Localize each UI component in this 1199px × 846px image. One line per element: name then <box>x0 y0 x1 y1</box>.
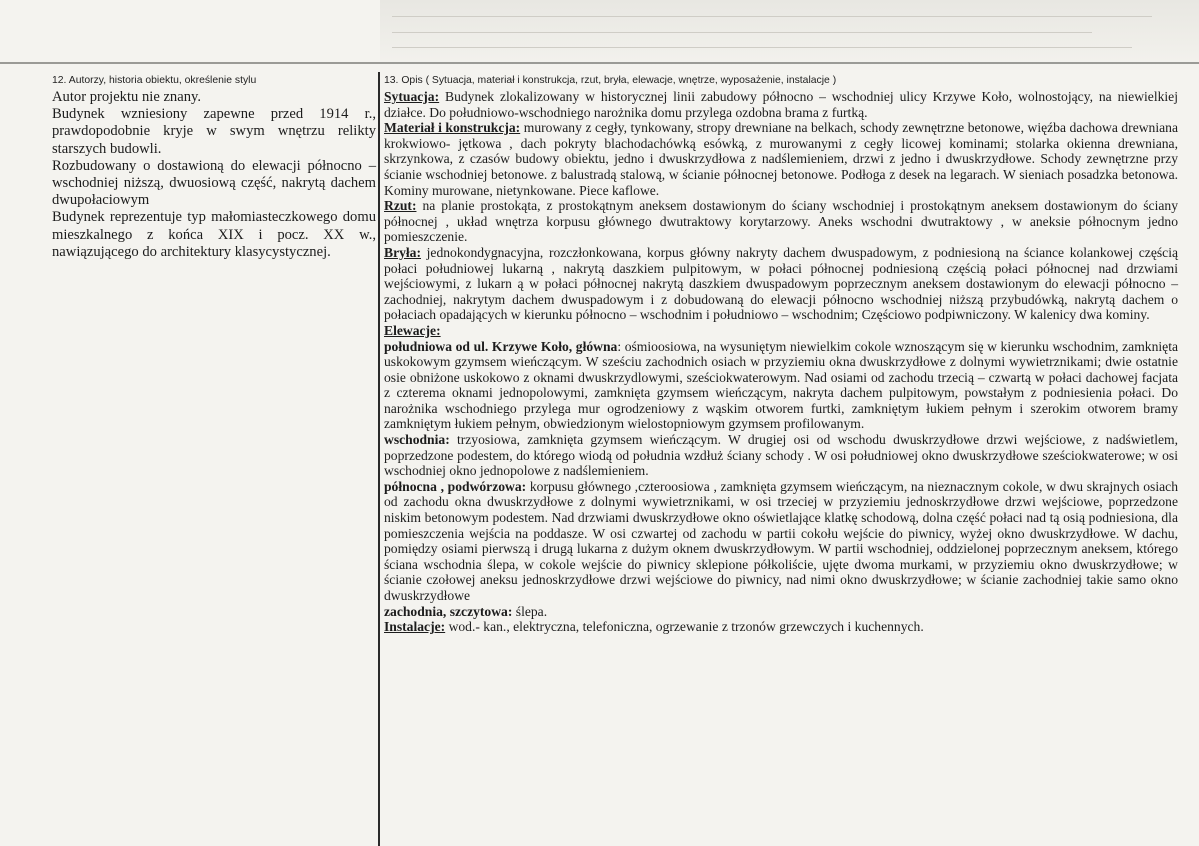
rzut-text: na planie prostokąta, z prostokątnym aneksem dostawionym do ściany wschodniej i prostokątnym aneksem dostawionym do ściany północnej , układ wnętrza korpusu głównego dwutraktowy korytarzowy. Aneks wschodni dwutraktowy , w aneksie północnym jedno pomieszczenie. <box>384 198 1178 245</box>
poludniowa-text: : ośmioosiowa, na wysuniętym niewielkim cokole wznoszącym się w kierunku wschodnim, zamknięta uskokowym gzymsem wieńczącym. W sześciu zachodnich osiach w przyziemiu okna dwuskrzydłowe z dolnymi wywietrznikami; dwie ostatnie osie obniżone uskokowo z oknami dwuskrzydlowymi, sześciokwaterowym. Nad osiami od zachodu trzecią – czwartą w połaci dachowej facjata z czterema oknami jednopolowymi, zamknięta gzymsem wieńczącym, nakryta dachem pulpitowym, powstałym z podniesienia połaci. Do narożnika wschodniego przylega mur ogrodzeniowy z wąskim otworem furtki, zamkniętym łukiem pełnym i szerokim otworem bramy zamkniętym łukiem pełnym, obwiedzionym wielostopniowym gzymsem profilowanym. <box>384 338 1179 432</box>
history-paragraph: Budynek wzniesiony zapewne przed 1914 r., prawdopodobnie kryje w swym wnętrzu relikty starszych budowli. <box>52 106 376 157</box>
material-label: Materiał i konstrukcja: <box>384 120 521 136</box>
sytuacja-text: Budynek zlokalizowany w historycznej linii zabudowy północno – wschodniej ulicy Krzywe Koło, wolnostojący, na niewielkiej działce. Do południowo-wschodniego narożnika domu przylega ozdobna brama z furtką. <box>384 89 1178 120</box>
bryla-paragraph <box>384 245 1178 323</box>
wschodnia-label: wschodnia: <box>384 432 450 448</box>
poludniowa-label: południowa od ul. Krzywe Koło, główna <box>384 338 618 354</box>
description-section <box>384 72 1178 635</box>
instalacje-text: wod.- kan., elektryczna, telefoniczna, ogrzewanie z trzonów grzewczych i kuchennych. <box>445 619 924 635</box>
description-header: 13. Opis ( Sytuacja, materiał i konstrukcja, rzut, bryła, elewacje, wnętrze, wyposażenie, instalacje ) <box>384 75 837 86</box>
zachodnia-paragraph <box>384 604 1178 620</box>
bryla-text: jednokondygnacyjna, rozczłonkowana, korpus główny nakryty dachem dwuspadowym, z podniesioną na ściance kolankowej częścią połaci południowej lukarną , nakrytą daszkiem pulpitowym, w połaci północnej podniesioną częścią połaci północnej nad drzwiami wejściowymi, z lukarn ą w połaci północnej nakrytą daszkiem dwuspadowym poprzecznym aneksem dostawionym do elewacji północno – zachodniej, nakrytym dachem dwuspadowym i z dobudowaną do elewacji północno wschodniej niższą przybudówką, nakrytą dachem o połaciach opadających w kierunku północno – wschodnim i południowo – wschodnim; Częściowo podpiwniczony. W kalenicy dwa kominy. <box>384 244 1178 323</box>
poludniowa-paragraph <box>384 339 1178 433</box>
history-section <box>52 72 376 261</box>
bryla-label: Bryła: <box>384 244 421 260</box>
bleed-line <box>392 47 1132 48</box>
sytuacja-paragraph <box>384 89 1178 120</box>
polnocna-text: korpusu głównego ,czteroosiowa , zamknięta gzymsem wieńczącym, na nieznacznym cokole, w dwu skrajnych osiach od zachodu okna dwuskrzydłowe z dolnymi wywietrznikami, w osi trzeciej w przyziemiu jednoskrzydłowe drzwi wejściowe, poprzedzone niskim betonowym podestem. Nad drzwiami dwuskrzydłowe okno oświetlające klatkę schodową, dolna część połaci nad tą osią podniesiona, dla pomieszczenia wejścia na poddasze. W osi czwartej od zachodu w partii cokołu wejście do piwnicy, wyżej okno dwuskrzydłowe. W dachu, pomiędzy osiami pierwszą i drugą lukarna z dużym oknem dwuskrzydłowym. W partii wschodniej, oddzielonej poprzecznym aneksem, którego ściana wschodnia ślepa, w cokole wejście do piwnicy sklepione półkoliście, ujęte dwoma murkami, w przyziemiu okno dwuskrzydłowe; w ścianie czołowej aneksu jednoskrzydłowe drzwi wejściowe do piwnicy, nad nimi okno dwuskrzydłowe; w ścianie zachodniej takie samo okno dwuskrzydłowe <box>384 478 1178 603</box>
polnocna-label: północna , podwórzowa: <box>384 478 527 494</box>
material-text: murowany z cegły, tynkowany, stropy drewniane na belkach, schody zewnętrzne betonowe, więźba dachowa drewniana krokwiowo- jętkowa , dach pokryty blachodachówką esówką, z murowanymi z cegły licowej kominami; stolarka okienna drewniana, skrzynkowa, z czasów budowy obiektu, jedno i dwuskrzydłowa z nadślemieniem, drzwi z jedno i dwuskrzydłowe. Schody zewnętrzne przy ścianie wschodniej betonowe. z balustradą stalową, w ścianie północnej betonowe. Podłoga z desek na legarach. W sieniach posadzka betonowa. Kominy murowane, nietynkowane. Piece kaflowe. <box>384 120 1178 198</box>
rzut-label: Rzut: <box>384 198 417 214</box>
history-paragraph: Rozbudowany o dostawioną do elewacji północno – wschodniej niższą, dwuosiową część, nakrytą dachem dwupołaciowym <box>52 157 376 209</box>
bleed-line <box>392 32 1092 33</box>
zachodnia-text: ślepa. <box>512 603 548 619</box>
instalacje-label: Instalacje: <box>384 619 446 635</box>
rzut-paragraph <box>384 198 1178 245</box>
sytuacja-label: Sytuacja: <box>384 89 440 104</box>
history-header: 12. Autorzy, historia obiektu, określenie stylu <box>52 75 257 86</box>
wschodnia-text: trzyosiowa, zamknięta gzymsem wieńczącym. W drugiej osi od wschodu dwuskrzydłowe drzwi wejściowe, z nadświetlem, poprzedzone podestem, do którego wiodą od południa wzdłuż ściany schody . W osi południowej okno dwuskrzydłowe sześciokwaterowe; w osi wschodniej okno jednopolowe z nadślemieniem. <box>384 432 1178 479</box>
instalacje-paragraph <box>384 619 1178 635</box>
wschodnia-paragraph <box>384 432 1178 479</box>
material-paragraph <box>384 120 1178 198</box>
polnocna-paragraph <box>384 479 1178 604</box>
elewacje-label: Elewacje: <box>384 322 441 338</box>
column-divider <box>378 72 380 846</box>
zachodnia-label: zachodnia, szczytowa: <box>384 603 513 619</box>
elewacje-heading <box>384 323 1178 339</box>
bleed-line <box>392 16 1152 17</box>
history-paragraph: Budynek reprezentuje typ małomiasteczkowego domu mieszkalnego z końca XIX i pocz. XX w., nawiązującego do architektury klasycystycznej. <box>52 209 376 260</box>
history-paragraph: Autor projektu nie znany. <box>52 89 202 105</box>
frame-top-border <box>0 62 1199 64</box>
